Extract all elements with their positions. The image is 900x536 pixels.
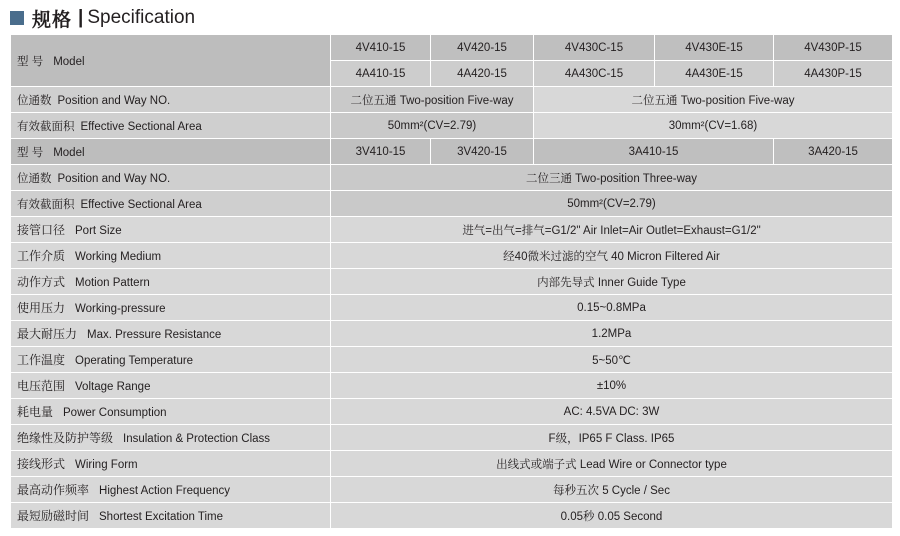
value-cell: 经40微米过滤的空气 40 Micron Filtered Air bbox=[331, 243, 893, 269]
row-label-model bbox=[11, 35, 331, 87]
row-label-max-pressure bbox=[11, 321, 331, 347]
row-label-en: Max. Pressure Resistance bbox=[87, 329, 222, 341]
row-label-port-size bbox=[11, 217, 331, 243]
row-label-insulation-class bbox=[11, 425, 331, 451]
model-cell: 4A430C-15 bbox=[534, 61, 655, 87]
title-chinese: 规格 bbox=[32, 9, 73, 31]
table-row bbox=[11, 269, 893, 295]
model-cell: 4A430P-15 bbox=[774, 61, 893, 87]
row-label-en: Voltage Range bbox=[75, 381, 151, 393]
table-row-sectional-area-4series bbox=[11, 113, 893, 139]
row-label-position-way-2 bbox=[11, 165, 331, 191]
value-cell: 二位三通 Two-position Three-way bbox=[331, 165, 893, 191]
value-cell: 1.2MPa bbox=[331, 321, 893, 347]
row-label-en: Highest Action Frequency bbox=[99, 485, 231, 497]
table-row bbox=[11, 243, 893, 269]
row-label-cn: 最大耐压力 bbox=[17, 327, 78, 341]
value-cell: 50mm²(CV=2.79) bbox=[331, 191, 893, 217]
title-bullet-icon bbox=[10, 11, 24, 25]
value-cell: ±10% bbox=[331, 373, 893, 399]
row-label-en: Motion Pattern bbox=[75, 277, 150, 289]
row-label-wiring-form bbox=[11, 451, 331, 477]
model-cell: 3V410-15 bbox=[331, 139, 431, 165]
row-label-excitation-time bbox=[11, 503, 331, 529]
model-cell: 3V420-15 bbox=[431, 139, 534, 165]
table-row-position-way-3series bbox=[11, 165, 893, 191]
row-label-sectional-area-2 bbox=[11, 191, 331, 217]
table-row bbox=[11, 477, 893, 503]
title-english: Specification bbox=[87, 7, 196, 28]
value-cell: 5~50℃ bbox=[331, 347, 893, 373]
row-label-sectional-area bbox=[11, 113, 331, 139]
value-cell: 二位五通 Two-position Five-way bbox=[534, 87, 893, 113]
row-label-cn: 有效截面积 bbox=[17, 198, 75, 211]
row-label-working-medium bbox=[11, 243, 331, 269]
model-cell: 4V420-15 bbox=[431, 35, 534, 61]
table-row-sectional-area-3series bbox=[11, 191, 893, 217]
row-label-en: Power Consumption bbox=[63, 407, 167, 419]
row-label-cn: 最短励磁时间 bbox=[17, 509, 90, 523]
row-label-en: Shortest Excitation Time bbox=[99, 511, 224, 523]
row-label-cn: 耗电量 bbox=[17, 405, 54, 419]
row-label-cn: 工作温度 bbox=[17, 353, 66, 367]
table-row bbox=[11, 503, 893, 529]
table-row bbox=[11, 321, 893, 347]
model-cell: 3A410-15 bbox=[534, 139, 774, 165]
value-cell: 二位五通 Two-position Five-way bbox=[331, 87, 534, 113]
row-label-en: Port Size bbox=[75, 225, 122, 237]
row-label-motion-pattern bbox=[11, 269, 331, 295]
row-label-cn: 最高动作频率 bbox=[17, 483, 90, 497]
value-cell: 0.15~0.8MPa bbox=[331, 295, 893, 321]
row-label-en: Model bbox=[53, 55, 85, 68]
row-label-en: Operating Temperature bbox=[75, 355, 194, 367]
row-label-cn: 有效截面积 bbox=[17, 120, 75, 133]
page-title bbox=[0, 0, 900, 34]
value-cell: 30mm²(CV=1.68) bbox=[534, 113, 893, 139]
value-cell: 50mm²(CV=2.79) bbox=[331, 113, 534, 139]
row-label-action-frequency bbox=[11, 477, 331, 503]
title-separator: | bbox=[78, 7, 84, 28]
row-label-en: Insulation & Protection Class bbox=[123, 433, 271, 445]
row-label-cn: 使用压力 bbox=[17, 301, 66, 315]
table-row-model-header-1 bbox=[11, 35, 893, 61]
value-cell: 每秒五次 5 Cycle / Sec bbox=[331, 477, 893, 503]
row-label-position-way bbox=[11, 87, 331, 113]
row-label-cn: 位通数 bbox=[17, 172, 52, 185]
row-label-cn: 型 号 bbox=[17, 146, 44, 159]
row-label-cn: 电压范围 bbox=[17, 379, 66, 393]
row-label-cn: 绝缘性及防护等级 bbox=[17, 431, 114, 445]
table-row bbox=[11, 295, 893, 321]
row-label-cn: 动作方式 bbox=[17, 275, 66, 289]
table-row bbox=[11, 399, 893, 425]
model-cell: 4V430P-15 bbox=[774, 35, 893, 61]
model-cell: 4V430E-15 bbox=[655, 35, 774, 61]
value-cell: 出线式或端子式 Lead Wire or Connector type bbox=[331, 451, 893, 477]
table-row bbox=[11, 425, 893, 451]
model-cell: 4A420-15 bbox=[431, 61, 534, 87]
table-row bbox=[11, 347, 893, 373]
table-row-position-way-4series bbox=[11, 87, 893, 113]
row-label-cn: 位通数 bbox=[17, 94, 52, 107]
model-cell: 3A420-15 bbox=[774, 139, 893, 165]
row-label-operating-temperature bbox=[11, 347, 331, 373]
table-row-model-header-3series bbox=[11, 139, 893, 165]
model-cell: 4V430C-15 bbox=[534, 35, 655, 61]
row-label-en: Position and Way NO. bbox=[57, 94, 171, 107]
row-label-power-consumption bbox=[11, 399, 331, 425]
row-label-cn: 型 号 bbox=[17, 55, 44, 68]
specification-table bbox=[10, 34, 893, 529]
model-cell: 4A410-15 bbox=[331, 61, 431, 87]
row-label-cn: 工作介质 bbox=[17, 249, 66, 263]
value-cell: 0.05秒 0.05 Second bbox=[331, 503, 893, 529]
table-row bbox=[11, 217, 893, 243]
row-label-en: Working Medium bbox=[75, 251, 162, 263]
row-label-en: Wiring Form bbox=[75, 459, 138, 471]
row-label-en: Effective Sectional Area bbox=[80, 120, 202, 133]
row-label-voltage-range bbox=[11, 373, 331, 399]
row-label-model-2 bbox=[11, 139, 331, 165]
row-label-en: Model bbox=[53, 146, 85, 159]
table-row bbox=[11, 451, 893, 477]
table-row bbox=[11, 373, 893, 399]
row-label-en: Working-pressure bbox=[75, 303, 166, 315]
value-cell: AC: 4.5VA DC: 3W bbox=[331, 399, 893, 425]
value-cell: F级，IP65 F Class. IP65 bbox=[331, 425, 893, 451]
value-cell: 进气=出气=排气=G1/2" Air Inlet=Air Outlet=Exhaust=G1/2" bbox=[331, 217, 893, 243]
model-cell: 4V410-15 bbox=[331, 35, 431, 61]
row-label-en: Effective Sectional Area bbox=[80, 198, 202, 211]
row-label-en: Position and Way NO. bbox=[57, 172, 171, 185]
model-cell: 4A430E-15 bbox=[655, 61, 774, 87]
row-label-cn: 接线形式 bbox=[17, 457, 66, 471]
row-label-working-pressure bbox=[11, 295, 331, 321]
row-label-cn: 接管口径 bbox=[17, 223, 66, 237]
value-cell: 内部先导式 Inner Guide Type bbox=[331, 269, 893, 295]
